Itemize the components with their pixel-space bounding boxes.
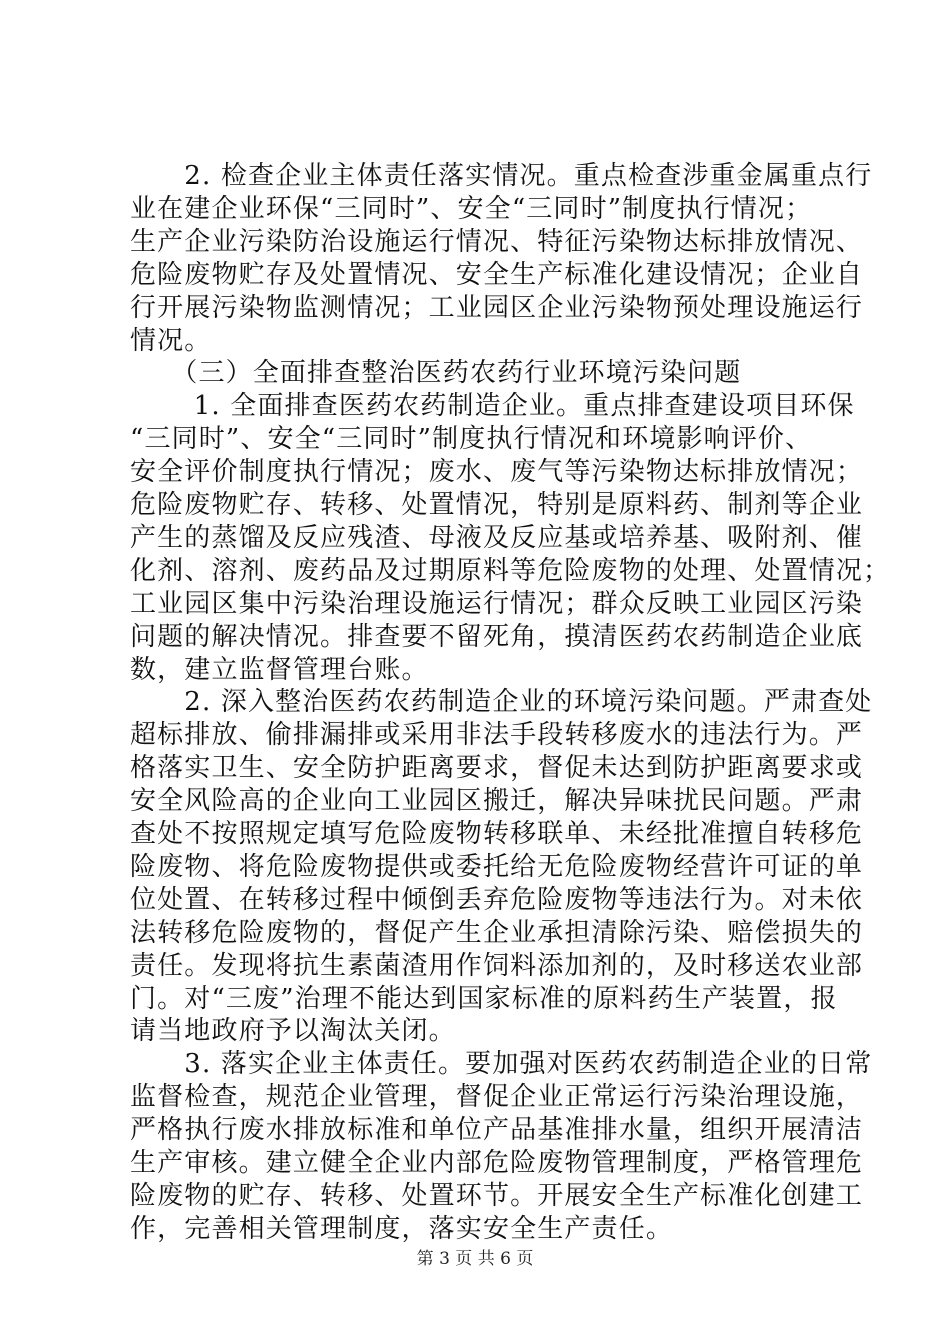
text-line: 超标排放、偷排漏排或采用非法手段转移废水的违法行为。严 xyxy=(130,720,864,751)
text-line: 化剂、溶剂、废药品及过期原料等危险废物的处理、处置情况； xyxy=(130,555,891,586)
text-line: 2. 深入整治医药农药制造企业的环境污染问题。严肃查处 xyxy=(130,687,873,718)
text-line: 请当地政府予以淘汰关闭。 xyxy=(130,1016,456,1047)
text-line: 险废物、将危险废物提供或委托给无危险废物经营许可证的单 xyxy=(130,851,864,882)
text-line: 法转移危险废物的，督促产生企业承担清除污染、赔偿损失的 xyxy=(130,917,864,948)
text-line: 查处不按照规定填写危险废物转移联单、未经批准擅自转移危 xyxy=(130,819,864,849)
text-line: 产生的蒸馏及反应残渣、母液及反应基或培养基、吸附剂、催 xyxy=(130,522,864,553)
text-line: 危险废物贮存、转移、处置情况，特别是原料药、制剂等企业 xyxy=(130,490,864,520)
page-footer: 第 3 页 共 6 页 xyxy=(416,1249,534,1269)
text-line: 工业园区集中污染治理设施运行情况；群众反映工业园区污染 xyxy=(130,588,864,619)
text-line: 格落实卫生、安全防护距离要求，督促未达到防护距离要求或 xyxy=(130,753,864,784)
text-line: 作，完善相关管理制度，落实安全生产责任。 xyxy=(130,1213,674,1244)
text-line: （三）全面排查整治医药农药行业环境污染问题 xyxy=(130,358,742,389)
text-line: 2. 检查企业主体责任落实情况。重点检查涉重金属重点行 xyxy=(130,161,873,191)
text-line: 情况。 xyxy=(130,325,212,356)
text-line: 安全评价制度执行情况；废水、废气等污染物达标排放情况； xyxy=(130,457,864,488)
text-line: 责任。发现将抗生素菌渣用作饲料添加剂的，及时移送农业部 xyxy=(130,950,864,981)
text-line: 3. 落实企业主体责任。要加强对医药农药制造企业的日常 xyxy=(130,1049,873,1080)
text-line: 1. 全面排查医药农药制造企业。重点排查建设项目环保 xyxy=(130,391,855,422)
text-line: 危险废物贮存及处置情况、安全生产标准化建设情况；企业自 xyxy=(130,259,864,290)
text-line: “三同时”、安全“三同时”制度执行情况和环境影响评价、 xyxy=(130,424,813,455)
text-line: 问题的解决情况。排查要不留死角，摸清医药农药制造企业底 xyxy=(130,621,864,652)
text-line: 数，建立监督管理台账。 xyxy=(130,654,429,685)
text-line: 行开展污染物监测情况；工业园区企业污染物预处理设施运行 xyxy=(130,292,864,323)
text-line: 安全风险高的企业向工业园区搬迁，解决异味扰民问题。严肃 xyxy=(130,786,864,817)
text-line: 监督检查，规范企业管理，督促企业正常运行污染治理设施， xyxy=(130,1082,864,1113)
text-line: 业在建企业环保“三同时”、安全“三同时”制度执行情况； xyxy=(130,193,813,224)
text-line: 生产企业污染防治设施运行情况、特征污染物达标排放情况、 xyxy=(130,226,864,257)
text-line: 生产审核。建立健全企业内部危险废物管理制度，严格管理危 xyxy=(130,1148,864,1178)
text-line: 严格执行废水排放标准和单位产品基准排水量，组织开展清洁 xyxy=(130,1115,864,1146)
text-line: 门。对“三废”治理不能达到国家标准的原料药生产装置，报 xyxy=(130,983,838,1014)
text-line: 位处置、在转移过程中倾倒丢弃危险废物等违法行为。对未依 xyxy=(130,884,864,915)
text-line: 险废物的贮存、转移、处置环节。开展安全生产标准化创建工 xyxy=(130,1180,864,1211)
